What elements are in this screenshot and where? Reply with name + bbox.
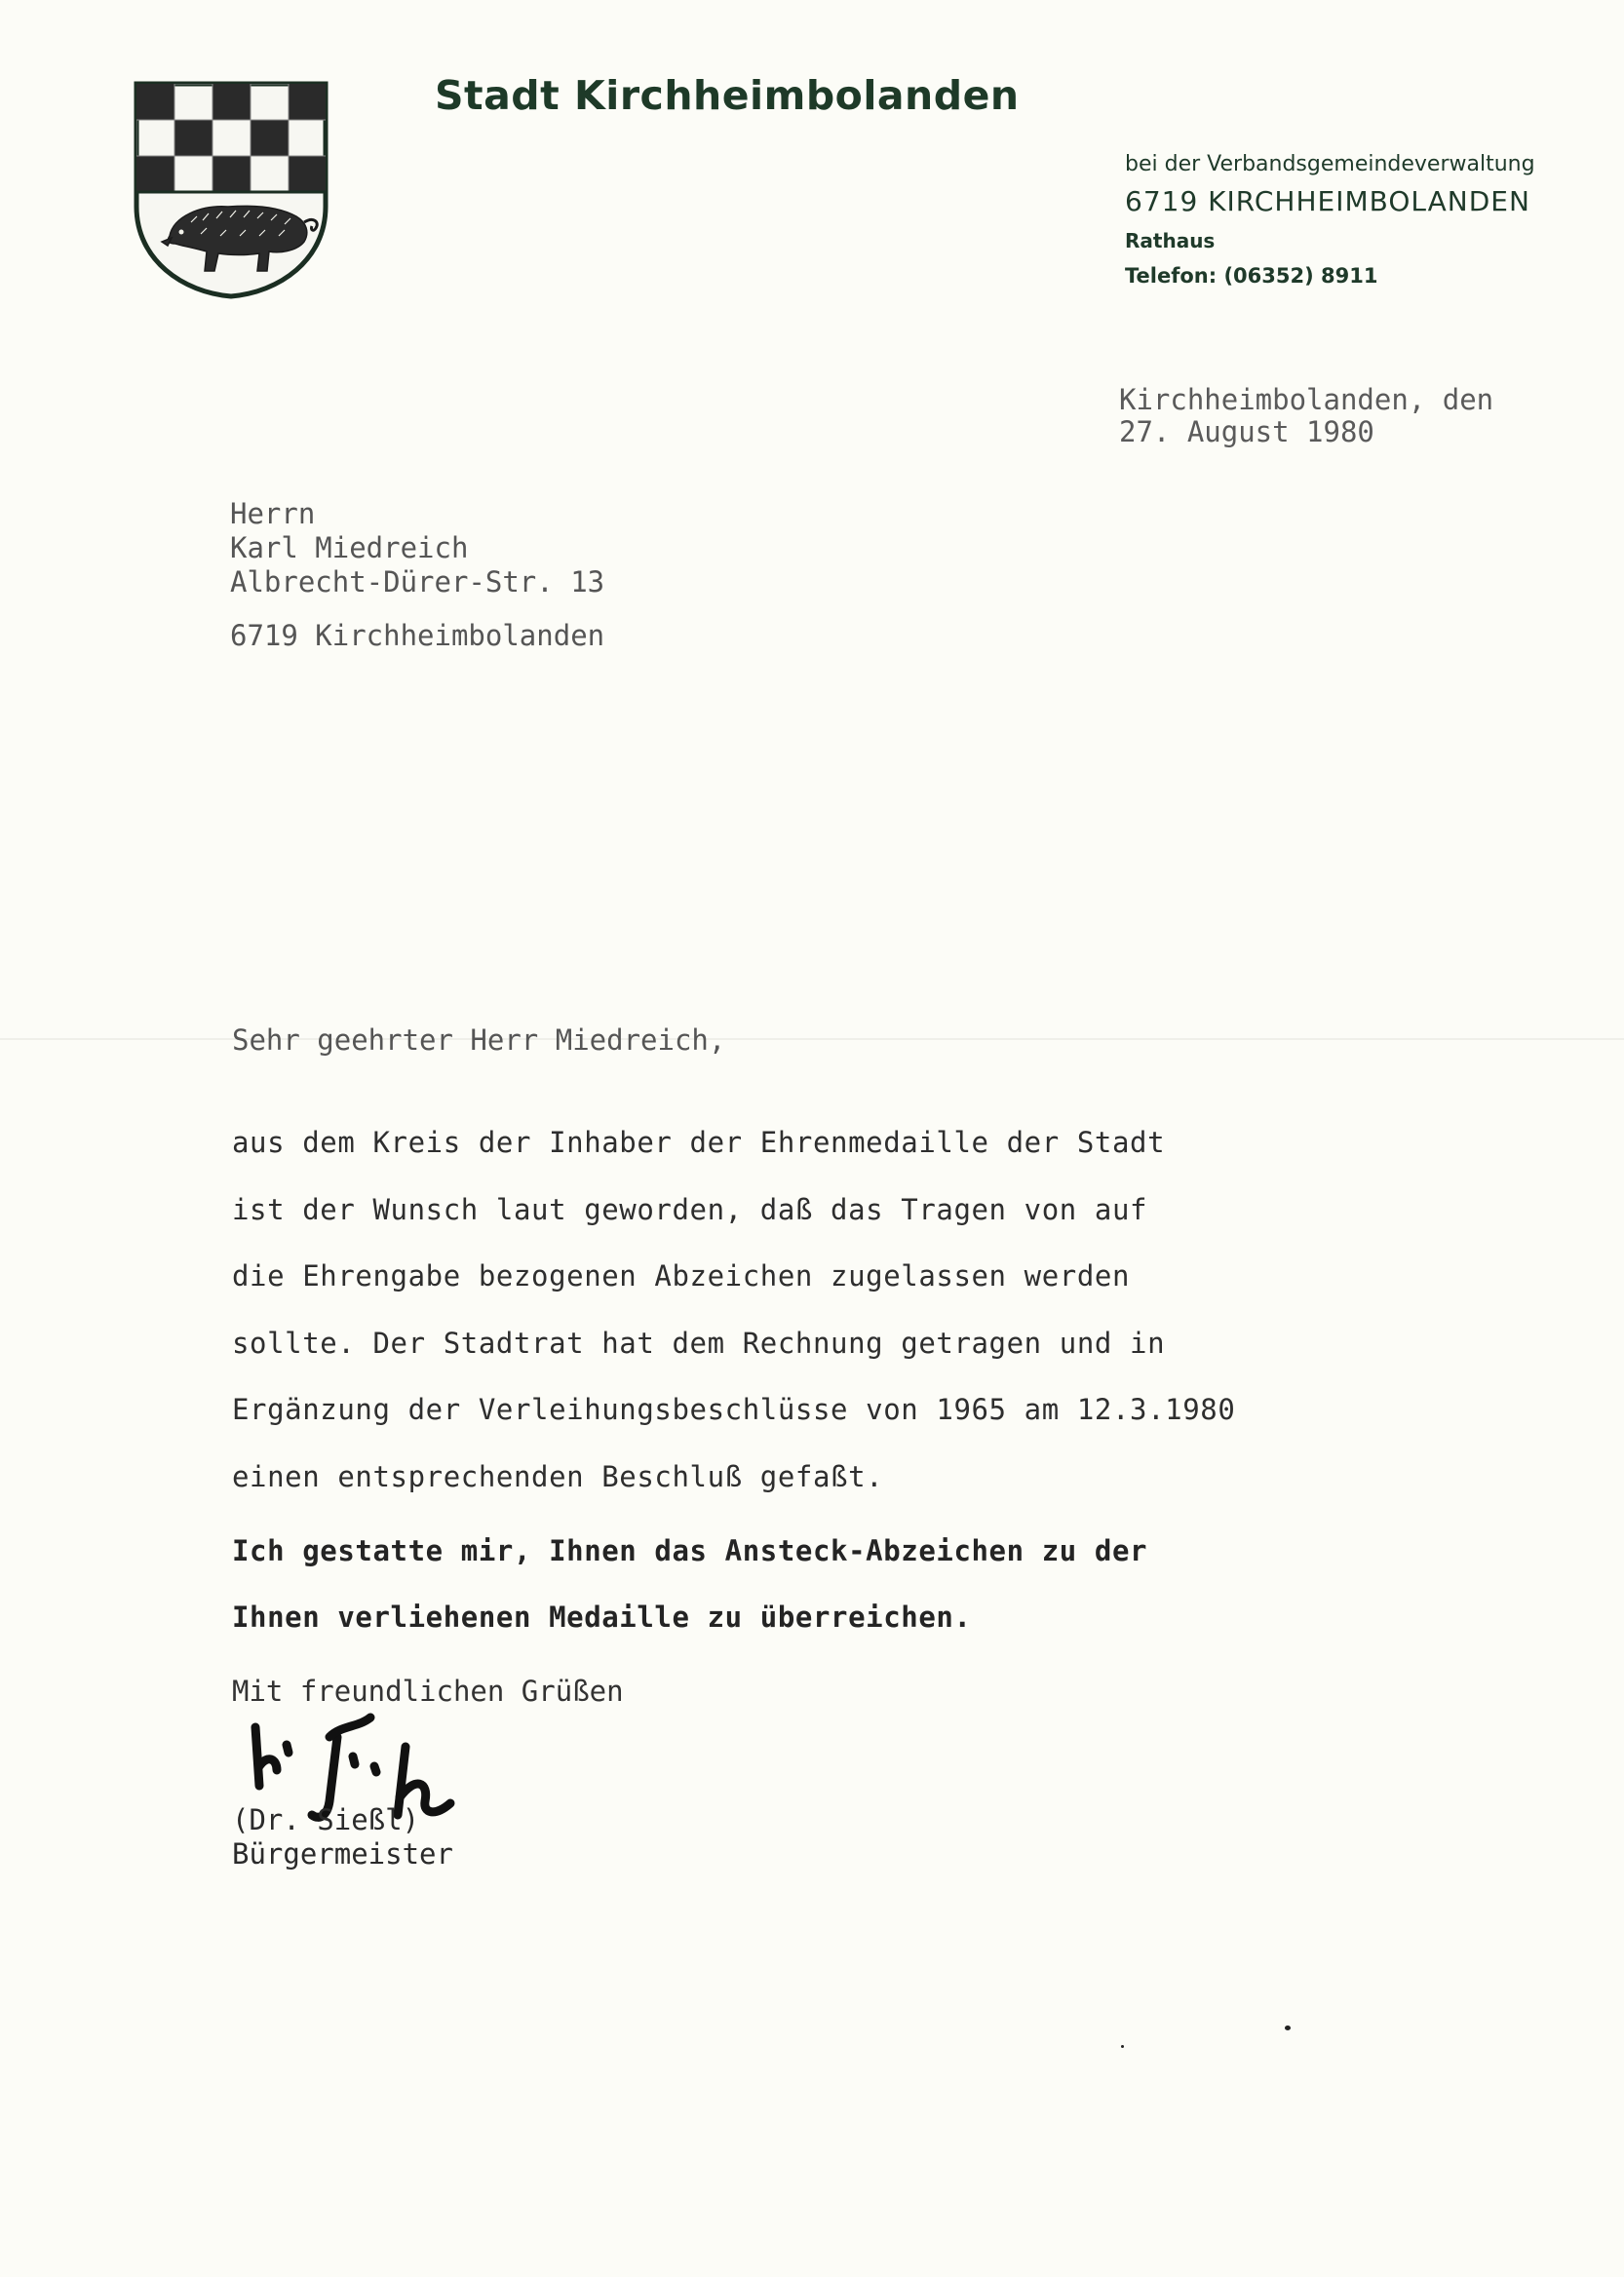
letter-salutation: Sehr geehrter Herr Miedreich, xyxy=(232,1023,726,1057)
paragraph-line: Ich gestatte mir, Ihnen das Ansteck-Abzeichen zu der xyxy=(232,1534,1148,1567)
paragraph-line: Ihnen verliehenen Medaille zu überreichen. xyxy=(232,1601,972,1634)
admin-line-authority: bei der Verbandsgemeindeverwaltung xyxy=(1125,152,1535,176)
letter-paragraph-1 xyxy=(232,1109,1235,1510)
letter-paragraph-2 xyxy=(232,1518,1147,1650)
date-place: Kirchheimbolanden, den xyxy=(1119,383,1494,416)
recipient-city: 6719 Kirchheimbolanden xyxy=(230,619,605,652)
date-value: 27. August 1980 xyxy=(1119,415,1374,448)
letter-closing: Mit freundlichen Grüßen xyxy=(232,1675,624,1708)
ink-speck xyxy=(1285,2026,1291,2030)
paragraph-line: einen entsprechenden Beschluß gefaßt. xyxy=(232,1459,884,1493)
paragraph-line: aus dem Kreis der Inhaber der Ehrenmedaille der Stadt xyxy=(232,1126,1166,1159)
recipient-street: Albrecht-Dürer-Str. 13 xyxy=(230,565,605,598)
recipient-name: Karl Miedreich xyxy=(230,531,469,564)
admin-line-city: 6719 KIRCHHEIMBOLANDEN xyxy=(1125,185,1530,217)
recipient-address xyxy=(230,497,604,653)
signer-name: (Dr. Sießl) xyxy=(232,1803,420,1836)
paragraph-line: Ergänzung der Verleihungsbeschlüsse von 1965 am 12.3.1980 xyxy=(232,1393,1236,1426)
signer-block xyxy=(232,1803,453,1872)
ink-speck xyxy=(1121,2045,1124,2048)
letter-date xyxy=(1119,384,1493,448)
paragraph-line: ist der Wunsch laut geworden, daß das Tragen von auf xyxy=(232,1192,1148,1226)
coat-of-arms-icon xyxy=(133,80,329,300)
letterhead-address xyxy=(1125,148,1535,292)
admin-line-building: Rathaus xyxy=(1125,229,1216,252)
recipient-salutation: Herrn xyxy=(230,497,316,530)
paragraph-line: sollte. Der Stadtrat hat dem Rechnung getragen und in xyxy=(232,1326,1166,1360)
admin-line-phone: Telefon: (06352) 8911 xyxy=(1125,264,1378,288)
signer-title: Bürgermeister xyxy=(232,1837,453,1871)
letterhead-title: Stadt Kirchheimbolanden xyxy=(435,72,1020,119)
paragraph-line: die Ehrengabe bezogenen Abzeichen zugelassen werden xyxy=(232,1259,1131,1293)
